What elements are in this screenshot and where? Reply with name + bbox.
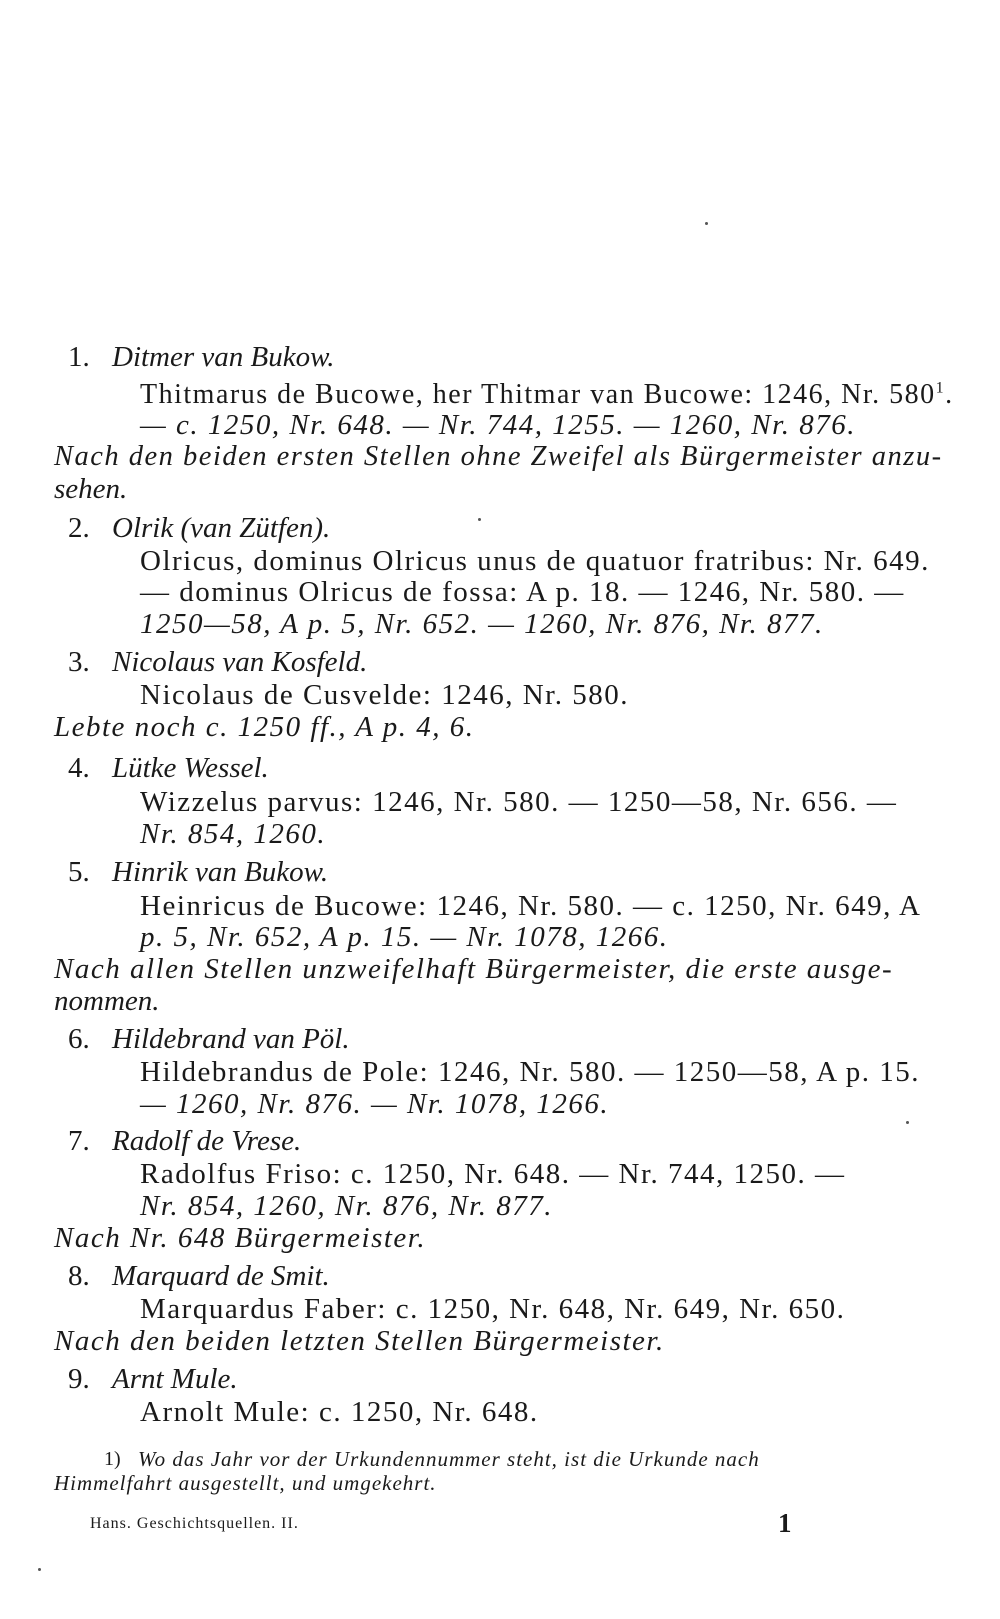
entry-number: 5. bbox=[68, 856, 90, 888]
entry-name: Ditmer van Bukow. bbox=[112, 341, 335, 373]
entry-number: 6. bbox=[68, 1023, 90, 1055]
entry-line: Nr. 854, 1260, Nr. 876, Nr. 877. bbox=[140, 1190, 553, 1222]
entry-line: p. 5, Nr. 652, A p. 15. — Nr. 1078, 1266. bbox=[140, 921, 669, 953]
entry-number: 4. bbox=[68, 752, 90, 784]
entry-number: 9. bbox=[68, 1363, 90, 1395]
entry-note: Lebte noch c. 1250 ff., A p. 4, 6. bbox=[54, 711, 475, 743]
speck-mark bbox=[906, 1121, 909, 1124]
speck-mark bbox=[705, 222, 708, 225]
entry-line: Thitmarus de Bucowe, her Thitmar van Bucowe: 1246, Nr. $580^1$. bbox=[140, 379, 954, 410]
entry-line: Nicolaus de Cusvelde: 1246, Nr. 580. bbox=[140, 679, 629, 711]
entry-note: Nach den beiden letzten Stellen Bürgermeister. bbox=[54, 1325, 665, 1357]
entry-line: — c. 1250, Nr. 648. — Nr. 744, 1255. — 1260, Nr. 876. bbox=[140, 409, 856, 441]
page-number: 1 bbox=[778, 1508, 792, 1538]
entry-number: 3. bbox=[68, 646, 90, 678]
speck-mark bbox=[478, 518, 481, 521]
entry-number: 7. bbox=[68, 1125, 90, 1157]
entry-number: 8. bbox=[68, 1260, 90, 1292]
entry-line: Olricus, dominus Olricus unus de quatuor fratribus: Nr. 649. bbox=[140, 545, 930, 577]
entry-name: Radolf de Vrese. bbox=[112, 1125, 302, 1157]
speck-mark bbox=[38, 1568, 41, 1571]
entry-line: Wizzelus parvus: 1246, Nr. 580. — 1250—58, Nr. 656. — bbox=[140, 786, 898, 818]
footnote-marker: 1 bbox=[935, 379, 946, 397]
footnote-line: Wo das Jahr vor der Urkundennummer steht, ist die Urkunde nach bbox=[138, 1447, 760, 1471]
entry-line: 1250—58, A p. 5, Nr. 652. — 1260, Nr. 876, Nr. 877. bbox=[140, 608, 824, 640]
entry-note: sehen. bbox=[54, 473, 128, 505]
entry-name: Hinrik van Bukow. bbox=[112, 856, 329, 888]
entry-name: Olrik (van Zütfen). bbox=[112, 512, 331, 544]
entry-name: Arnt Mule. bbox=[112, 1363, 238, 1395]
entry-line: Nr. 854, 1260. bbox=[140, 818, 327, 850]
entry-line: Radolfus Friso: c. 1250, Nr. 648. — Nr. 744, 1250. — bbox=[140, 1158, 846, 1190]
entry-line: Heinricus de Bucowe: 1246, Nr. 580. — c. 1250, Nr. 649, A bbox=[140, 890, 922, 922]
entry-number: 1. bbox=[68, 341, 90, 373]
entry-line: Hildebrandus de Pole: 1246, Nr. 580. — 1250—58, A p. 15. bbox=[140, 1056, 920, 1088]
entry-note: Nach den beiden ersten Stellen ohne Zweifel als Bürgermeister anzu- bbox=[54, 441, 943, 472]
entry-name: Nicolaus van Kosfeld. bbox=[112, 646, 368, 678]
entry-name: Hildebrand van Pöl. bbox=[112, 1023, 350, 1055]
source-title: Hans. Geschichtsquellen. II. bbox=[90, 1515, 299, 1532]
entry-name: Lütke Wessel. bbox=[112, 752, 269, 784]
entry-line: — dominus Olricus de fossa: A p. 18. — 1246, Nr. 580. — bbox=[140, 576, 905, 608]
entry-note: Nach Nr. 648 Bürgermeister. bbox=[54, 1222, 427, 1254]
entry-line: — 1260, Nr. 876. — Nr. 1078, 1266. bbox=[140, 1088, 610, 1120]
entry-line: Marquardus Faber: c. 1250, Nr. 648, Nr. 649, Nr. 650. bbox=[140, 1293, 846, 1325]
footnote-marker: 1) bbox=[104, 1448, 121, 1470]
entry-line: Arnolt Mule: c. 1250, Nr. 648. bbox=[140, 1396, 539, 1428]
entry-note: Nach allen Stellen unzweifelhaft Bürgermeister, die erste ausge- bbox=[54, 953, 894, 985]
entry-number: 2. bbox=[68, 512, 90, 544]
footnote-line: Himmelfahrt ausgestellt, und umgekehrt. bbox=[54, 1471, 437, 1495]
entry-name: Marquard de Smit. bbox=[112, 1260, 330, 1292]
entry-note: nommen. bbox=[54, 985, 160, 1017]
